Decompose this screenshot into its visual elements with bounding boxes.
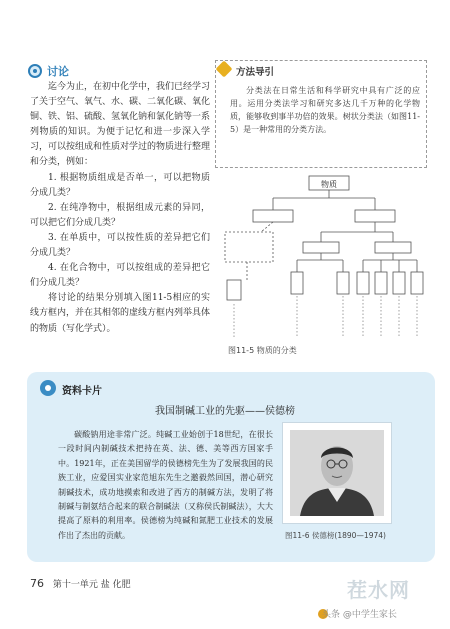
portrait-photo	[290, 430, 384, 516]
watermark-site: 茬水网	[347, 578, 410, 602]
discussion-conclusion: 将讨论的结果分别填入图11-5相应的实线方框内，并在其相邻的虚线方框内列举具体的物质（写化学式）。	[30, 293, 211, 334]
question-3: 3. 在单质中，可以按性质的差异把它们分成几类？	[30, 232, 210, 259]
discussion-intro: 迄今为止，在初中化学中，我们已经学习了关于空气、氧气、水、碳、二氧化碳、氧化铜、铁、铝、硫酸、氢氧化钠和氯化钠等一系列物质的知识。为便于记忆和进一步深入学习，可以按组成和性质对学过的物质进行整理和分类，例如：	[30, 82, 211, 168]
discussion-icon	[28, 64, 42, 78]
classification-tree-diagram	[217, 168, 427, 343]
method-guide-body	[230, 84, 420, 136]
discussion-title: 讨论	[47, 65, 69, 78]
data-card-text: 碳酸钠用途非常广泛。纯碱工业始创于18世纪，在很长一段时间内制碱技术把持在英、法、德、美等西方国家手中。1921年，正在美国留学的侯德榜先生为了发展我国的民族工业，应爱国实业家范旭东先生之邀毅然回国，潜心研究制碱技术，成功地摸索和改进了西方的制碱方法，发明了将制碱与制氨结合起来的联合制碱法（又称侯氏制碱法），大大提高了原料的利用率。侯德榜为纯碱和氮肥工业技术的发展作出了杰出的贡献。	[58, 430, 273, 540]
question-2: 2. 在纯净物中，根据组成元素的异同，可以把它们分成几类？	[30, 202, 210, 228]
compound-box	[375, 242, 411, 253]
oxide-box	[357, 272, 369, 294]
page-footer	[30, 577, 131, 590]
root-label: 物质	[321, 180, 337, 189]
mixture-box	[253, 210, 293, 222]
page-number: 76	[30, 577, 44, 590]
discussion-body	[30, 80, 210, 337]
chapter-title: 第十一单元 盐 化肥	[52, 580, 131, 590]
mixture-example-box	[225, 232, 273, 262]
salt-box	[411, 272, 423, 294]
element-box	[303, 242, 339, 253]
data-card-icon	[40, 380, 56, 396]
mixture-sub-box	[227, 280, 241, 300]
metal-box	[291, 272, 303, 294]
data-card-heading: 我国制碱工业的先驱——侯德榜	[155, 406, 295, 417]
data-card-body	[58, 428, 273, 543]
pure-substance-box	[355, 210, 395, 222]
nonmetal-box	[337, 272, 349, 294]
base-box	[393, 272, 405, 294]
acid-box	[375, 272, 387, 294]
question-4: 4. 在化合物中，可以按组成的差异把它们分成几类？	[30, 263, 210, 289]
method-guide-text: 分类法在日常生活和科学研究中具有广泛的应用。运用分类法学习和研究多达几千万种的化学物质，能够收到事半功倍的效果。树状分类法（如图11-5）是一种常用的分类方法。	[230, 86, 420, 134]
watermark-account: 头条 @中学生家长	[322, 610, 397, 620]
data-card-label: 资料卡片	[62, 386, 102, 397]
method-guide-title: 方法导引	[236, 67, 275, 78]
figure-11-6-caption: 图11-6 侯德榜(1890—1974)	[285, 531, 386, 540]
question-1: 1. 根据物质组成是否单一，可以把物质分成几类？	[30, 172, 210, 198]
figure-11-5-caption: 图11-5 物质的分类	[228, 346, 297, 355]
